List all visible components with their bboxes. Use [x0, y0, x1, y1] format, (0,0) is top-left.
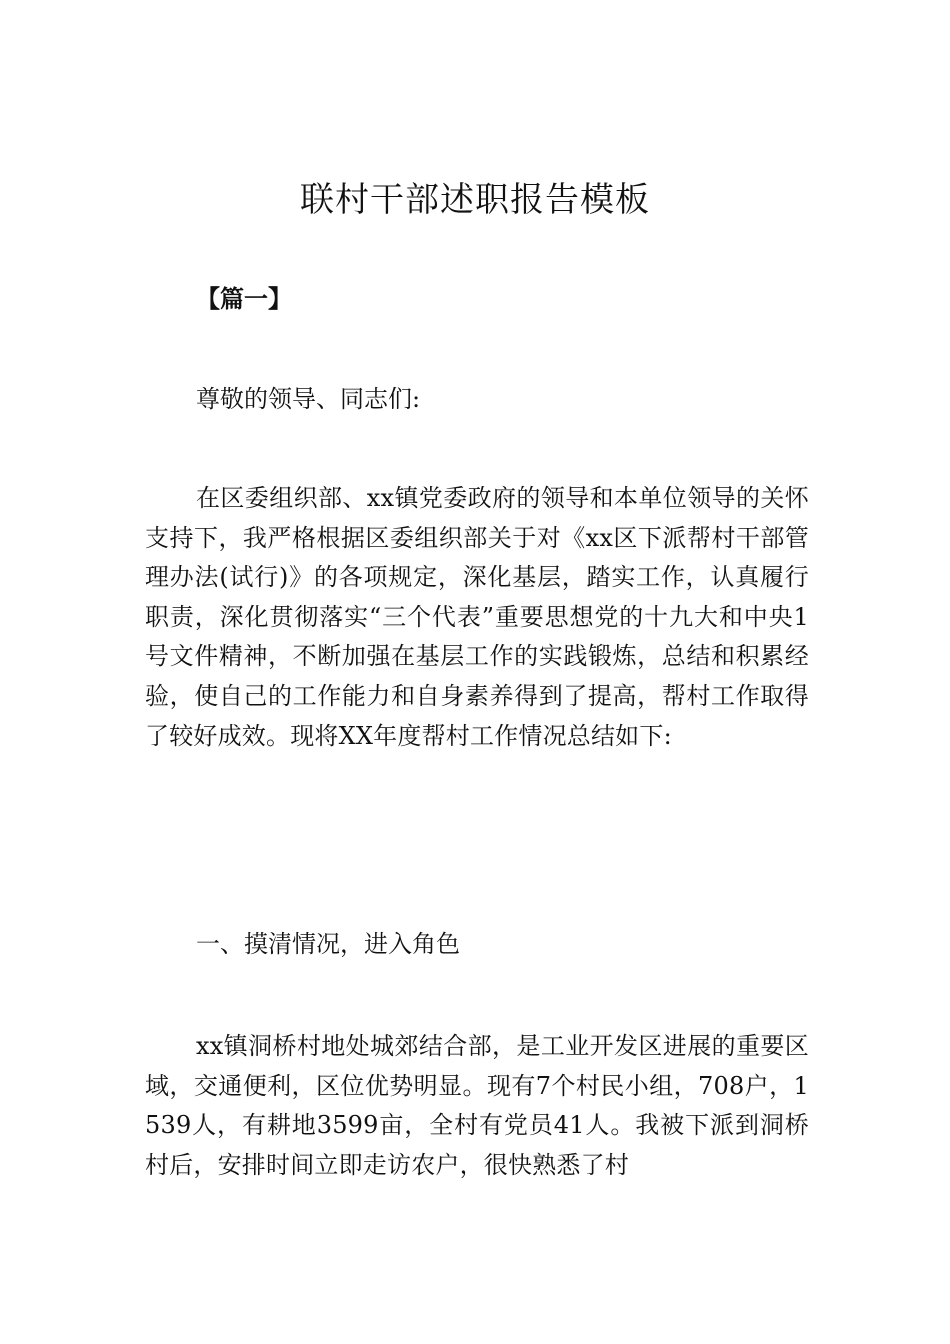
body-paragraph-2: xx镇洞桥村地处城郊结合部，是工业开发区进展的重要区域，交通便利，区位优势明显。现有7个村民小组，708户，1539人，有耕地3599亩，全村有党员41人。我被下派到洞桥村后，安排时间立即走访农户，很快熟悉了村: [145, 1032, 809, 1179]
section-heading-1: 一、摸清情况，进入角色: [196, 930, 460, 958]
document-title: 联村干部述职报告模板: [300, 180, 650, 220]
section-label: 【篇一】: [196, 284, 292, 313]
body-paragraph-1: 在区委组织部、xx镇党委政府的领导和本单位领导的关怀支持下，我严格根据区委组织部关于对《xx区下派帮村干部管理办法(试行)》的各项规定，深化基层，踏实工作，认真履行职责，深化贯彻落实“三个代表”重要思想党的十九大和中央1号文件精神，不断加强在基层工作的实践锻炼，总结和积累经验，使自己的工作能力和自身素养得到了提高，帮村工作取得了较好成效。现将XX年度帮村工作情况总结如下:: [145, 484, 809, 750]
salutation: 尊敬的领导、同志们:: [196, 385, 421, 413]
